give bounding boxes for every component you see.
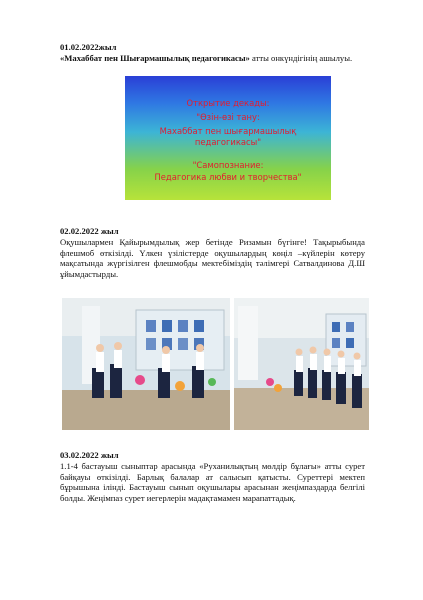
banner-line-1: Открытие декады: xyxy=(186,98,270,108)
section2-date: 02.02.2022 жыл xyxy=(60,226,119,236)
decade-opening-banner xyxy=(125,76,331,200)
flashmob-photo-left xyxy=(62,298,230,430)
section3-date: 03.02.2022 жыл xyxy=(60,450,119,460)
section1-title-rest: атты онкүндігінің ашылуы. xyxy=(249,53,353,63)
flashmob-photo-right xyxy=(234,298,369,430)
banner-line-5: "Самопознание: xyxy=(192,160,264,170)
section1-title-bold: «Махаббат пен Шығармашылық педагогикасы» xyxy=(60,53,250,63)
section1-paragraph xyxy=(60,53,365,64)
section2-paragraph: Оқушылармен Қайырымдылық жер бетінде Ризамын бүгінге! Тақырыбында флешмоб өткізілді. Үлкен үзілістерде оқушылардың көңіл –күйлерін көтеру мақсатында жүргізілген флешмобды мектебіміздің тәлімгері Сатвалдинова Д.Ш ұйымдастырды. xyxy=(60,237,365,279)
banner-line-3: Махаббат пен шығармашылық xyxy=(159,126,297,136)
section1-date: 01.02.2022жыл xyxy=(60,42,117,52)
banner-line-4: педагогикасы" xyxy=(194,137,262,147)
section3-paragraph: 1.1-4 бастауыш сыныптар арасында «Руханилықтың мөлдір бұлағы» атты сурет байқауы өткізілді. Барлық балалар ат салысып қатысты. Суреттері мектеп бұрышына ілінді. Бастауыш сынып оқушылары арасынан жеңімпаздарда белгілі болды. Жеңімпаз сурет иегерлерін мадақтамамен марапаттадық. xyxy=(60,461,365,503)
banner-line-2: "Өзін-өзі тану: xyxy=(196,112,260,122)
banner-line-6: Педагогика любви и творчества" xyxy=(154,172,302,182)
